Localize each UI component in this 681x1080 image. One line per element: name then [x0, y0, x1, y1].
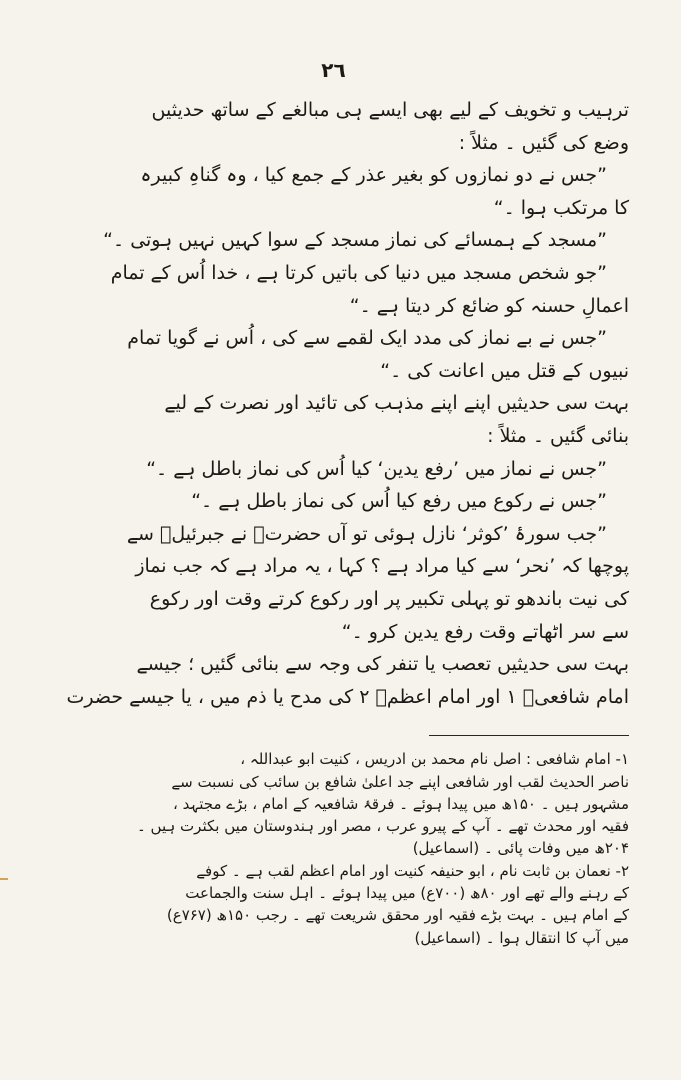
footnote-line: میں آپ کا انتقال ہوا ۔ (اسماعیل): [414, 928, 629, 947]
footnotes: [38, 748, 629, 949]
body-line: ”جس نے بے نماز کی مدد ایک لقمے سے کی ، اُس نے گویا تمام: [127, 327, 607, 350]
body-line: ”جس نے دو نمازوں کو بغیر عذر کے جمع کیا ، وہ گناہِ کبیرہ: [140, 164, 607, 187]
body-line: پوچھا کہ ’نحر‘ سے کیا مراد ہے ؟ کہا ، یہ مراد ہے کہ جب نماز: [135, 555, 629, 578]
body-line: ”جس نے رکوع میں رفع کیا اُس کی نماز باطل ہے ۔“: [191, 490, 607, 513]
body-line: کی نیت باندھو تو پہلی تکبیر پر اور رکوع کرتے وقت اور رکوع: [149, 587, 629, 610]
body-line: وضع کی گئیں ۔ مثلاً :: [458, 131, 629, 154]
body-line: ”جس نے نماز میں ’رفع یدین‘ کیا اُس کی نماز باطل ہے ۔“: [146, 457, 607, 480]
body-line: ”مسجد کے ہمسائے کی نماز مسجد کے سوا کہیں نہیں ہوتی ۔“: [103, 229, 607, 252]
footnote-line: ۲۰۴ھ میں وفات پائی ۔ (اسماعیل): [412, 839, 629, 858]
body-text: [38, 94, 629, 713]
body-line: ”جب سورۂ ’کوثر‘ نازل ہوئی تو آں حضرتؐ نے جبرئیلؑ سے: [126, 522, 607, 545]
footnote-line: ۲- نعمان بن ثابت نام ، ابو حنیفہ کنیت اور امام اعظم لقب ہے ۔ کوفے: [196, 861, 629, 880]
body-line: بہت سی حدیثیں تعصب یا تنفر کی وجہ سے بنائی گئیں ؛ جیسے: [136, 653, 629, 676]
footnote-line: فقیہ اور محدث تھے ۔ آپ کے پیرو عرب ، مصر اور ہندوستان میں بکثرت ہیں ۔: [137, 817, 629, 836]
body-line: ”جو شخص مسجد میں دنیا کی باتیں کرتا ہے ، خدا اُس کے تمام: [110, 261, 607, 284]
body-line: بہت سی حدیثیں اپنے اپنے مذہب کی تائید اور نصرت کے لیے: [164, 392, 629, 415]
footnote-line: کے امام ہیں ۔ بہت بڑے فقیہ اور محقق شریعت تھے ۔ رجب ۱۵۰ھ (۷۶۷ع): [166, 906, 629, 925]
page-edge-mark: [0, 878, 8, 880]
page-number: ٢٦: [321, 58, 346, 82]
body-line: ترہیب و تخویف کے لیے بھی ایسے ہی مبالغے کے ساتھ حدیثیں: [151, 99, 629, 121]
body-line: بنائی گئیں ۔ مثلاً :: [487, 424, 629, 447]
body-line: اعمالِ حسنہ کو ضائع کر دیتا ہے ۔“: [349, 294, 629, 317]
footnote-line: مشہور ہیں ۔ ۱۵۰ھ میں پیدا ہوئے ۔ فرقۂ شافعیہ کے امام ، بڑے مجتہد ،: [173, 794, 629, 813]
footnote-line: ۱- امام شافعی : اصل نام محمد بن ادریس ، کنیت ابو عبداللہ ،: [240, 750, 629, 769]
body-line: سے سر اٹھاتے وقت رفع یدین کرو ۔“: [341, 620, 629, 643]
footnote-line: ناصر الحدیث لقب اور شافعی اپنے جد اعلیٰ شافع بن سائب کی نسبت سے: [171, 772, 629, 791]
footnote-line: کے رہنے والے تھے اور ۸۰ھ (۷۰۰ع) میں پیدا ہوئے ۔ اہل سنت والجماعت: [185, 884, 629, 903]
footnote-divider: [429, 735, 629, 736]
body-line: کا مرتکب ہوا ۔“: [493, 196, 629, 219]
body-line: امام شافعیؒ ۱ اور امام اعظمؒ ۲ کی مدح یا ذم میں ، یا جیسے حضرت: [66, 685, 629, 708]
body-line: نبیوں کے قتل میں اعانت کی ۔“: [380, 359, 629, 382]
